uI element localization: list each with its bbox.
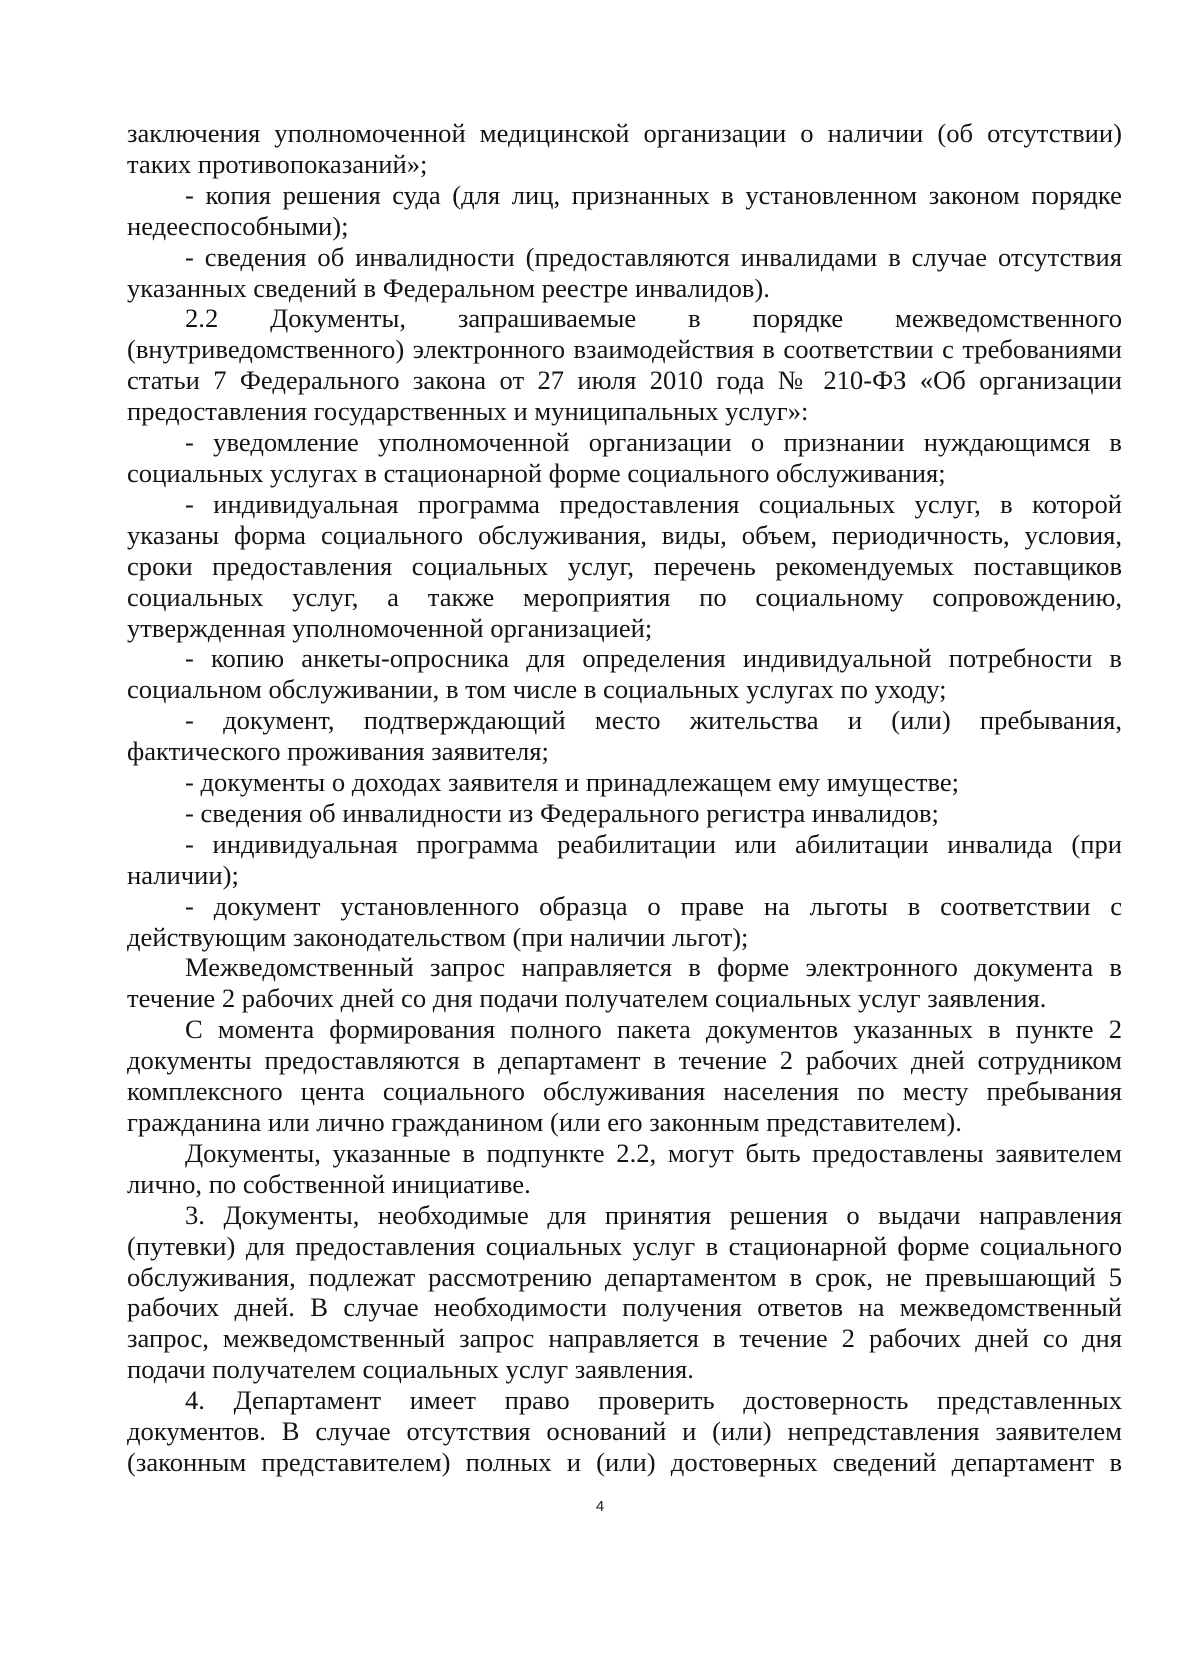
document-paragraph: - копия решения суда (для лиц, признанных в установленном законом порядке недееспособными); bbox=[127, 179, 1122, 241]
document-paragraph: - индивидуальная программа предоставления социальных услуг, в которой указаны форма социального обслуживания, виды, объем, периодичность, условия, сроки предоставления социальных услуг, перечень рекомендуемых поставщиков социальных услуг, а также мероприятия по социальному сопровождению, утвержденная уполномоченной организацией; bbox=[127, 488, 1122, 643]
document-paragraph: - индивидуальная программа реабилитации или абилитации инвалида (при наличии); bbox=[127, 828, 1122, 890]
document-body bbox=[127, 118, 1122, 1478]
document-paragraph: 2.2 Документы, запрашиваемые в порядке межведомственного (внутриведомственного) электронного взаимодействия в соответствии с требованиями статьи 7 Федерального закона от 27 июля 2010 года № 210-ФЗ «Об организации предоставления государственных и муниципальных услуг»: bbox=[127, 303, 1122, 427]
document-paragraph: заключения уполномоченной медицинской организации о наличии (об отсутствии) таких противопоказаний»; bbox=[127, 118, 1122, 179]
document-paragraph: - документ, подтверждающий место жительства и (или) пребывания, фактического проживания заявителя; bbox=[127, 705, 1122, 767]
document-paragraph: - документы о доходах заявителя и принадлежащем ему имуществе; bbox=[185, 767, 960, 798]
document-paragraph: - сведения об инвалидности из Федерального регистра инвалидов; bbox=[185, 797, 939, 828]
document-paragraph: Документы, указанные в подпункте 2.2, могут быть предоставлены заявителем лично, по собственной инициативе. bbox=[127, 1137, 1122, 1199]
document-paragraph: Межведомственный запрос направляется в форме электронного документа в течение 2 рабочих дней со дня подачи получателем социальных услуг заявления. bbox=[127, 952, 1122, 1014]
document-paragraph: - копию анкеты-опросника для определения индивидуальной потребности в социальном обслуживании, в том числе в социальных услугах по уходу; bbox=[127, 643, 1122, 705]
document-paragraph: - документ установленного образца о праве на льготы в соответствии с действующим законодательством (при наличии льгот); bbox=[127, 890, 1122, 952]
document-paragraph: С момента формирования полного пакета документов указанных в пункте 2 документы предоставляются в департамент в течение 2 рабочих дней сотрудником комплексного цента социального обслуживания населения по месту пребывания гражданина или лично гражданином (или его законным представителем). bbox=[127, 1014, 1122, 1137]
document-paragraph: 4. Департамент имеет право проверить достоверность представленных документов. В случае отсутствия оснований и (или) непредставления заявителем (законным представителем) полных и (или) достоверных сведений департамент в bbox=[127, 1385, 1122, 1477]
document-paragraph: - уведомление уполномоченной организации о признании нуждающимся в социальных услугах в стационарной форме социального обслуживания; bbox=[127, 427, 1122, 488]
document-paragraph: 3. Документы, необходимые для принятия решения о выдачи направления (путевки) для предоставления социальных услуг в стационарной форме социального обслуживания, подлежат рассмотрению департаментом в срок, не превышающий 5 рабочих дней. В случае необходимости получения ответов на межведомственный запрос, межведомственный запрос направляется в течение 2 рабочих дней со дня подачи получателем социальных услуг заявления. bbox=[127, 1199, 1122, 1385]
page-number: 4 bbox=[595, 1498, 605, 1515]
document-paragraph: - сведения об инвалидности (предоставляются инвалидами в случае отсутствия указанных сведений в Федеральном реестре инвалидов). bbox=[127, 241, 1122, 303]
